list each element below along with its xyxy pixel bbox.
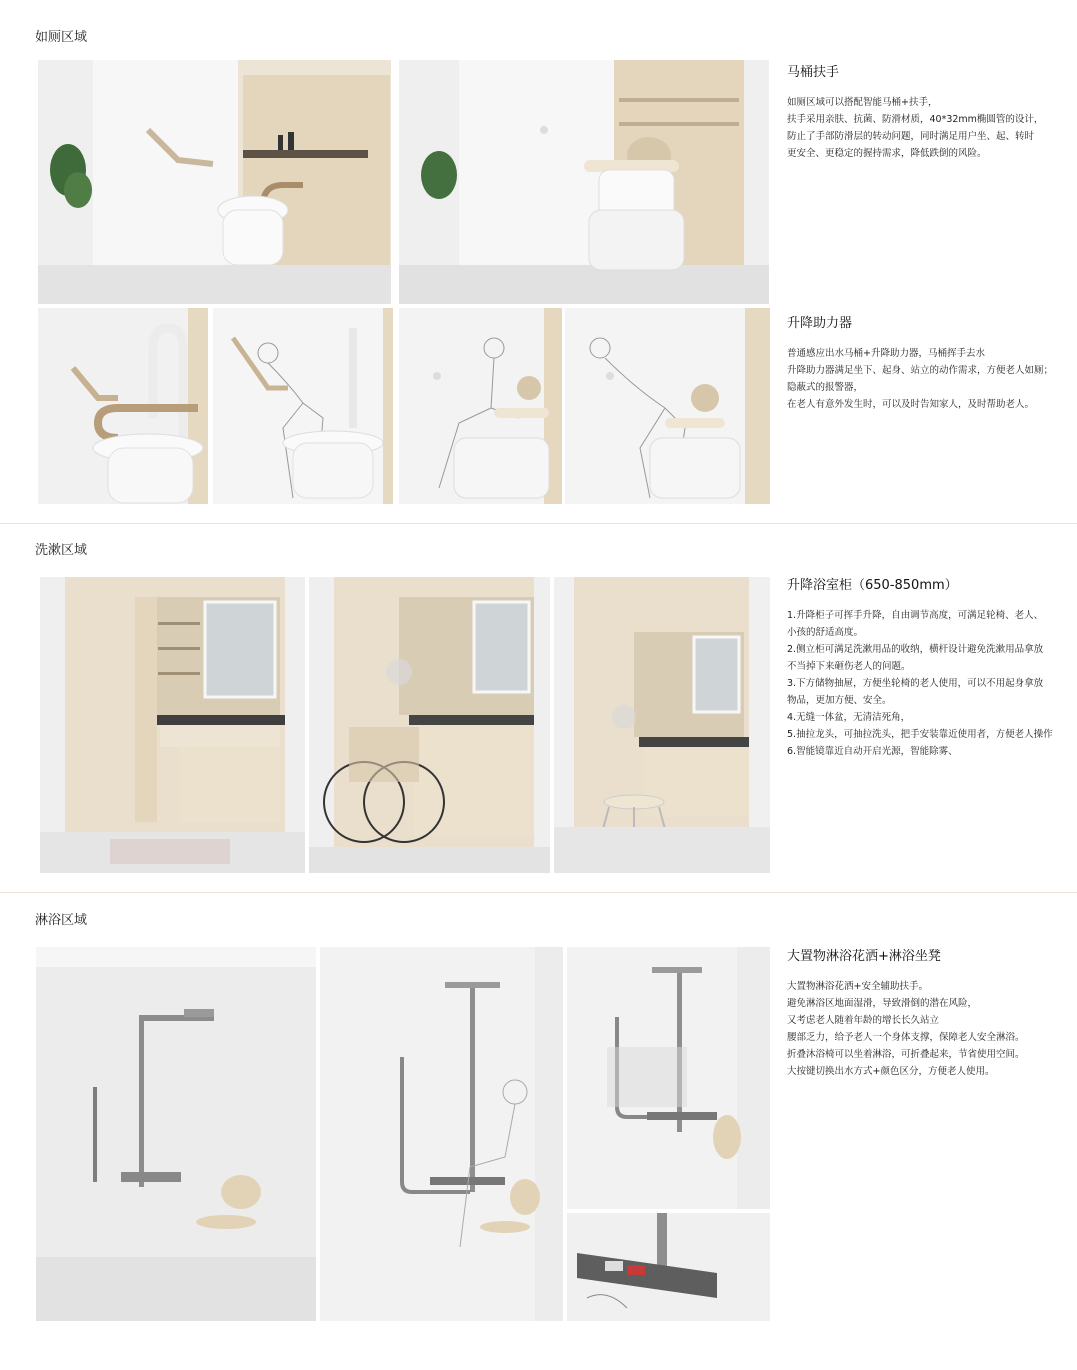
desc-line: 扶手采用亲肤、抗菌、防滑材质，40*32mm椭圆管的设计， [787,114,1044,125]
section-divider [0,523,1077,524]
vanity-title: 升降浴室柜（650-850mm） [787,578,958,593]
desc-line: 又考虑老人随着年龄的增长长久站立 [787,1015,940,1026]
desc-line: 5.抽拉龙头，可抽拉洗头，把手安装靠近使用者，方便老人操作 [787,729,1053,740]
toilet-grab-bar-description [787,61,1072,162]
desc-line: 大置物淋浴花洒+安全辅助扶手。 [787,981,928,992]
sitting-sketch-photo [399,308,562,504]
section-label-wash: 洗漱区域 [35,543,88,558]
desc-line: 大按键切换出水方式+颜色区分，方便老人使用。 [787,1066,995,1077]
desc-line: 升降助力器满足坐下、起身、站立的动作需求，方便老人如厕； [787,365,1054,376]
shower-description [787,945,1072,1080]
desc-line: 3.下方储物抽屉，方便坐轮椅的老人使用，可以不用起身拿放 [787,678,1044,689]
vanity-wheelchair-photo [309,577,550,873]
toilet-lift-title: 升降助力器 [787,316,853,331]
section-label-toilet: 如厕区域 [35,30,88,45]
desc-line: 1.升降柜子可挥手升降，自由调节高度，可满足轮椅、老人、 [787,610,1044,621]
leaning-sketch-photo [565,308,770,504]
desc-line: 隐蔽式的报警器， [787,382,864,393]
toilet-grab-bar-photo [38,60,391,304]
desc-line: 物品，更加方便、安全。 [787,695,892,706]
shower-folded-seat-photo [567,947,770,1209]
desc-line: 普通感应出水马桶+升降助力器，马桶挥手去水 [787,348,985,359]
shower-seated-sketch-photo [320,947,563,1321]
desc-line: 防止了手部防滑层的转动问题，同时满足用户坐、起、转时 [787,131,1035,142]
desc-line: 在老人有意外发生时，可以及时告知家人，及时帮助老人。 [787,399,1035,410]
section-label-shower: 淋浴区域 [35,913,88,928]
desc-line: 腰部乏力，给予老人一个身体支撑，保障老人安全淋浴。 [787,1032,1025,1043]
grab-bar-detail-photo [38,308,208,504]
shower-title: 大置物淋浴花洒+淋浴坐凳 [787,949,941,964]
vanity-chair-photo [554,577,770,873]
desc-line: 6.智能镜靠近自动开启光源，智能除雾、 [787,746,958,757]
desc-line: 小孩的舒适高度。 [787,627,864,638]
desc-line: 4.无缝一体盆，无清洁死角， [787,712,911,723]
vanity-description [787,574,1072,760]
toilet-lift-photo [399,60,769,304]
desc-line: 2.侧立柜可满足洗漱用品的收纳，横杆设计避免洗漱用品拿放 [787,644,1044,655]
standing-up-sketch-photo [213,308,393,504]
shower-set-photo [36,947,316,1321]
desc-line: 避免淋浴区地面湿滑，导致滑倒的潜在风险， [787,998,978,1009]
desc-line: 不当掉下来砸伤老人的问题。 [787,661,911,672]
vanity-cabinet-photo [40,577,305,873]
section-divider [0,892,1077,893]
shower-button-closeup-photo [567,1213,770,1321]
toilet-grab-bar-title: 马桶扶手 [787,65,840,80]
desc-line: 如厕区域可以搭配智能马桶+扶手， [787,97,938,108]
desc-line: 折叠沐浴椅可以坐着淋浴，可折叠起来，节省使用空间。 [787,1049,1025,1060]
toilet-lift-description [787,312,1072,413]
desc-line: 更安全、更稳定的握持需求，降低跌倒的风险。 [787,148,987,159]
